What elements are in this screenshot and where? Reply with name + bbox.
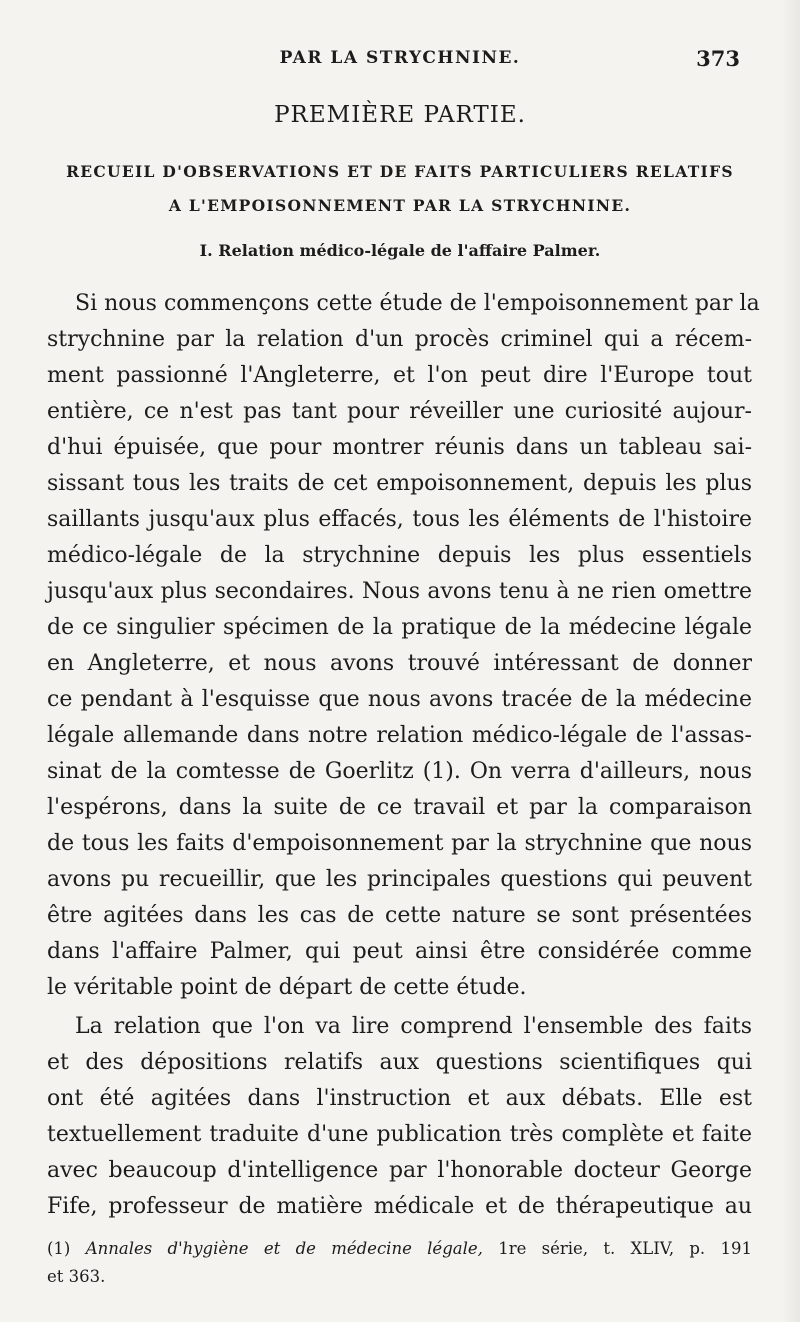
section-title-line-2: A L'EMPOISONNEMENT PAR LA STRYCHNINE. [168, 196, 632, 215]
body-line: d'hui épuisée, que pour montrer réunis dans un tableau sai- [47, 435, 752, 460]
body-line: l'espérons, dans la suite de ce travail et par la comparaison [47, 795, 752, 820]
footnote-line-2: et 363. [47, 1267, 106, 1286]
page-edge-shadow [782, 0, 800, 1322]
body-line: La relation que l'on va lire comprend l'ensemble des faits [75, 1014, 752, 1039]
section-title-line-1: RECUEIL D'OBSERVATIONS ET DE FAITS PARTICULIERS RELATIFS [66, 162, 734, 181]
body-line: et des dépositions relatifs aux questions scientifiques qui [47, 1050, 752, 1075]
body-line: légale allemande dans notre relation médico-légale de l'assas- [47, 723, 752, 748]
body-line: médico-légale de la strychnine depuis les plus essentiels [47, 543, 752, 568]
body-line: de ce singulier spécimen de la pratique de la médecine légale [47, 615, 752, 640]
body-line: le véritable point de départ de cette étude. [47, 975, 527, 1000]
body-line: jusqu'aux plus secondaires. Nous avons tenu à ne rien omettre [47, 579, 752, 604]
page-number: 373 [696, 46, 740, 71]
body-line: avons pu recueillir, que les principales questions qui peuvent [47, 867, 752, 892]
body-line: en Angleterre, et nous avons trouvé intéressant de donner [47, 651, 752, 676]
body-line: entière, ce n'est pas tant pour réveiller une curiosité aujour- [47, 399, 752, 424]
body-line: sissant tous les traits de cet empoisonnement, depuis les plus [47, 471, 752, 496]
body-line: ont été agitées dans l'instruction et aux débats. Elle est [47, 1086, 752, 1111]
body-line: avec beaucoup d'intelligence par l'honorable docteur George [47, 1158, 752, 1183]
body-line: ment passionné l'Angleterre, et l'on peut dire l'Europe tout [47, 363, 752, 388]
part-title: PREMIÈRE PARTIE. [274, 102, 526, 128]
footnote-reference: 1re série, t. XLIV, p. 191 [498, 1239, 752, 1258]
subsection-title: I. Relation médico-légale de l'affaire Palmer. [199, 241, 601, 260]
body-line: ce pendant à l'esquisse que nous avons tracée de la médecine [47, 687, 752, 712]
body-line: textuellement traduite d'une publication très complète et faite [47, 1122, 752, 1147]
body-line: strychnine par la relation d'un procès criminel qui a récem- [47, 327, 752, 352]
body-line: être agitées dans les cas de cette nature se sont présentées [47, 903, 752, 928]
body-line: sinat de la comtesse de Goerlitz (1). On verra d'ailleurs, nous [47, 759, 752, 784]
footnote-marker: (1) [47, 1239, 71, 1258]
footnote-journal: Annales d'hygiène et de médecine légale, [85, 1239, 483, 1258]
running-head: PAR LA STRYCHNINE. [279, 48, 521, 68]
footnote-line-1 [47, 1237, 752, 1261]
body-line: saillants jusqu'aux plus effacés, tous les éléments de l'histoire [47, 507, 752, 532]
page-header [0, 44, 800, 74]
body-line: dans l'affaire Palmer, qui peut ainsi être considérée comme [47, 939, 752, 964]
body-line: de tous les faits d'empoisonnement par la strychnine que nous [47, 831, 752, 856]
body-line: Fife, professeur de matière médicale et de thérapeutique au [47, 1194, 752, 1219]
body-line: Si nous commençons cette étude de l'empoisonnement par la [75, 291, 760, 316]
